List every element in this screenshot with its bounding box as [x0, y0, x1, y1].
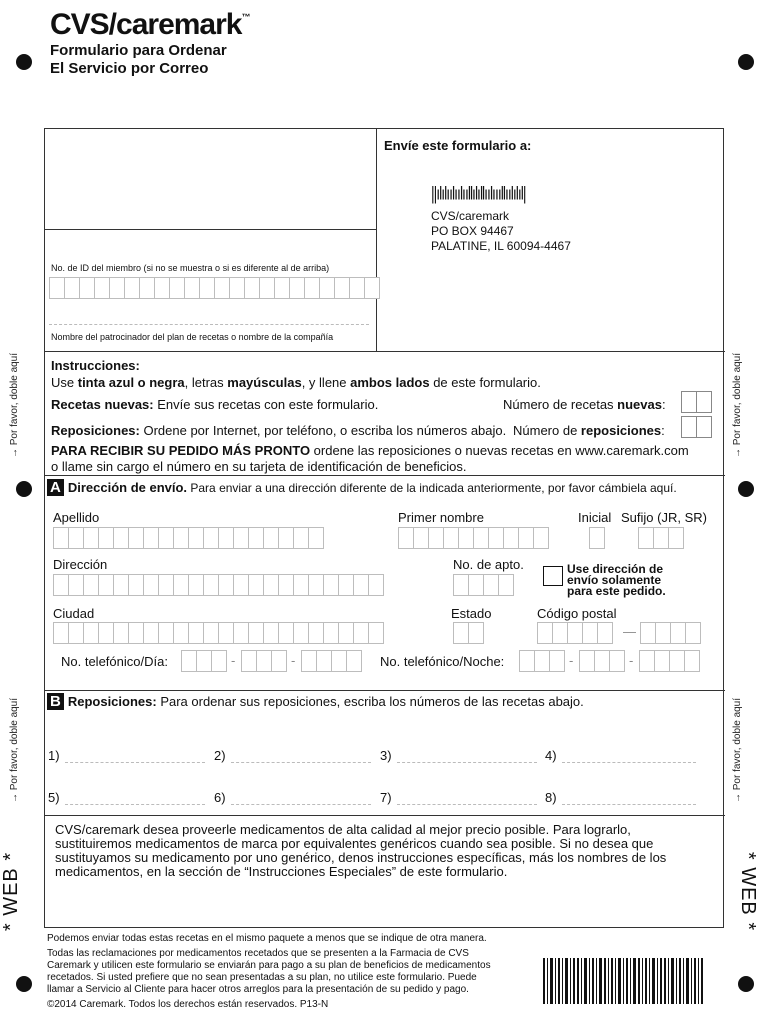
punch-hole — [738, 976, 754, 992]
apt-input[interactable] — [453, 574, 513, 596]
last-name-input[interactable] — [53, 527, 323, 549]
sponsor-input[interactable] — [49, 324, 369, 325]
refill-rx-4: 4) — [545, 748, 557, 763]
refill-text: Reposiciones: Ordene por Internet, por teléfono, o escriba los números abajo. — [51, 423, 507, 438]
zip-plus4-input[interactable] — [640, 622, 700, 644]
new-rx-count-input[interactable] — [681, 391, 711, 413]
footer-note: Podemos enviar todas estas recetas en el mismo paquete a menos que se indique de otra manera. Todas las reclamaciones por medicamentos recetados que se presenten a la Farmacia de CVS Caremark y utilicen este formulario se enviarán para pago a su plan de beneficios de medicamentos recetados. Si usted prefiere que no sean presentadas a su plan, no utilice este formulario. Puede llamar a Servicio al Cliente para hacer otros arreglos para la presentación de su pedido y pago. ©2014 Caremark. Todos los derechos están reservados. P13-N — [47, 933, 491, 1010]
page-subtitle: El Servicio por Correo — [50, 60, 209, 77]
phone-night-line-input[interactable] — [639, 650, 699, 672]
suffix-label: Sufijo (JR, SR) — [621, 510, 707, 525]
fold-here-label: → Por favor, doble aquí — [9, 697, 21, 804]
punch-hole — [738, 54, 754, 70]
fold-here-label: → Por favor, doble aquí — [9, 352, 21, 459]
refill-rx-6-input[interactable] — [231, 804, 371, 805]
initial-input[interactable] — [589, 527, 604, 549]
refill-rx-7-input[interactable] — [397, 804, 537, 805]
new-rx-text: Recetas nuevas: Envíe sus recetas con este formulario. — [51, 397, 379, 412]
page-title: Formulario para Ordenar — [50, 42, 227, 59]
state-input[interactable] — [453, 622, 483, 644]
new-rx-count-label: Número de recetas nuevas: — [503, 397, 666, 412]
refill-rx-6: 6) — [214, 790, 226, 805]
refill-rx-5-input[interactable] — [65, 804, 205, 805]
refill-rx-8: 8) — [545, 790, 557, 805]
phone-day-label: No. telefónico/Día: — [61, 654, 168, 669]
city-input[interactable] — [53, 622, 383, 644]
refill-count-input[interactable] — [681, 416, 711, 438]
refill-rx-3: 3) — [380, 748, 392, 763]
instructions: Instrucciones: Use tinta azul o negra, letras mayúsculas, y llene ambos lados de este formulario. — [51, 358, 541, 390]
refill-count-label: Número de reposiciones: — [513, 423, 665, 438]
city-label: Ciudad — [53, 606, 95, 621]
initial-label: Inicial — [578, 510, 612, 525]
punch-hole — [16, 54, 32, 70]
postal-barcode: ||ılılıılıılııllılıllıılıııllıılılıl| — [431, 182, 526, 204]
refill-rx-4-input[interactable] — [562, 762, 696, 763]
apt-label: No. de apto. — [453, 557, 524, 572]
faster-order-note: PARA RECIBIR SU PEDIDO MÁS PRONTO ordene las reposiciones o nuevas recetas en www.caremark.com o llame sin cargo el número en su tarjeta de identificación de beneficios. — [51, 443, 689, 474]
refill-rx-1-input[interactable] — [65, 762, 205, 763]
section-b-heading: B Reposiciones: Para ordenar sus reposiciones, escriba los números de las recetas abajo. — [47, 693, 584, 710]
section-a-heading: A Dirección de envío. Para enviar a una dirección diferente de la indicada anteriormente, por favor cámbiela aquí. — [47, 479, 677, 496]
first-name-label: Primer nombre — [398, 510, 484, 525]
phone-day-line-input[interactable] — [301, 650, 361, 672]
web-label: * WEB * — [737, 851, 760, 932]
mailing-address: CVS/caremark PO BOX 94467 PALATINE, IL 60094-4467 — [431, 209, 571, 253]
refill-rx-8-input[interactable] — [562, 804, 696, 805]
refill-rx-3-input[interactable] — [397, 762, 537, 763]
refill-rx-5: 5) — [48, 790, 60, 805]
form-barcode — [543, 958, 703, 1004]
phone-day-prefix-input[interactable] — [241, 650, 286, 672]
cvs-caremark-logo: CVS/caremark™ — [50, 8, 250, 41]
web-label: * WEB * — [0, 851, 23, 932]
suffix-input[interactable] — [638, 527, 683, 549]
phone-day-area-input[interactable] — [181, 650, 226, 672]
sponsor-label: Nombre del patrocinador del plan de recetas o nombre de la compañía — [51, 332, 334, 342]
refill-rx-1: 1) — [48, 748, 60, 763]
generic-substitution-note: CVS/caremark desea proveerle medicamentos de alta calidad al mejor precio posible. Para lograrlo, sustituiremos medicamentos de marca por equivalentes genéricos cuando sea posible. Si no desea que sustituyamos su medicamento por uno genérico, denos instrucciones específicas, más los nombres de los medicamentos, en la sección de “Instrucciones Especiales” de este formulario. — [55, 822, 667, 879]
last-name-label: Apellido — [53, 510, 100, 525]
zip-label: Código postal — [537, 606, 617, 621]
use-address-once-checkbox[interactable] — [543, 566, 563, 586]
mail-to-heading: Envíe este formulario a: — [384, 138, 532, 153]
refill-rx-7: 7) — [380, 790, 392, 805]
refill-rx-2: 2) — [214, 748, 226, 763]
member-id-input[interactable] — [49, 277, 379, 299]
order-form: Envíe este formulario a: ||ılılıılıılııllılıllıılıııllıılılıl| CVS/caremark PO BOX 94467 PALATINE, IL 60094-4467 No. de ID del miembro (si no se muestra o si es diferente al de arriba) Nombre del patrocinador del plan de recetas o nombre de la compañía Instrucciones: Use tinta azul o negra, letras mayúsculas, y llene ambos lados de este formulario. Recetas nuevas: Envíe sus recetas con este formulario. Número de recetas nuevas: Reposiciones: Ordene por Internet, por teléfono, o escriba los números abajo. Número de reposiciones: PARA RECIBIR SU PEDIDO MÁS PRONTO ordene las reposiciones o nuevas recetas en www.caremark.com o llame sin cargo el número en su tarjeta de identificación de beneficios. A Dirección de envío. Para enviar a una dirección diferente de la indicada anteriormente, por favor cámbiela aquí. Apellido Primer nombre Inicial Sufijo (JR, SR) Dirección No. de apto. Use dirección de envío solamente para este pedido. Ciudad Estado Código postal — No. telefónico/Día: - - No. telefónico/Noche: - - B Reposiciones: Para ordenar sus reposiciones, escriba los números de las recetas abajo. 1) 2) 3) 4) 5) 6) 7) 8) CVS/caremark desea proveerle medicamentos de alta calidad al mejor precio posible. Para lograrlo, sustituiremos medicamentos de marca por equivalentes genéricos cuando sea posible. Si no desea que sustituyamos su medicamento por uno genérico, denos instrucciones específicas, más los nombres de los medicamentos, en la sección de “Instrucciones Especiales” de este formulario. — [44, 128, 724, 928]
punch-hole — [16, 481, 32, 497]
fold-here-label: → Por favor, doble aquí — [732, 352, 744, 459]
state-label: Estado — [451, 606, 492, 621]
address-input[interactable] — [53, 574, 383, 596]
zip-input[interactable] — [537, 622, 612, 644]
first-name-input[interactable] — [398, 527, 548, 549]
use-address-once-label: Use dirección de envío solamente para este pedido. — [567, 562, 666, 598]
phone-night-prefix-input[interactable] — [579, 650, 624, 672]
phone-night-label: No. telefónico/Noche: — [380, 654, 505, 669]
member-id-label: No. de ID del miembro (si no se muestra o si es diferente al de arriba) — [51, 263, 330, 273]
punch-hole — [16, 976, 32, 992]
punch-hole — [738, 481, 754, 497]
phone-night-area-input[interactable] — [519, 650, 564, 672]
refill-rx-2-input[interactable] — [231, 762, 371, 763]
address-label: Dirección — [53, 557, 108, 572]
fold-here-label: → Por favor, doble aquí — [732, 697, 744, 804]
